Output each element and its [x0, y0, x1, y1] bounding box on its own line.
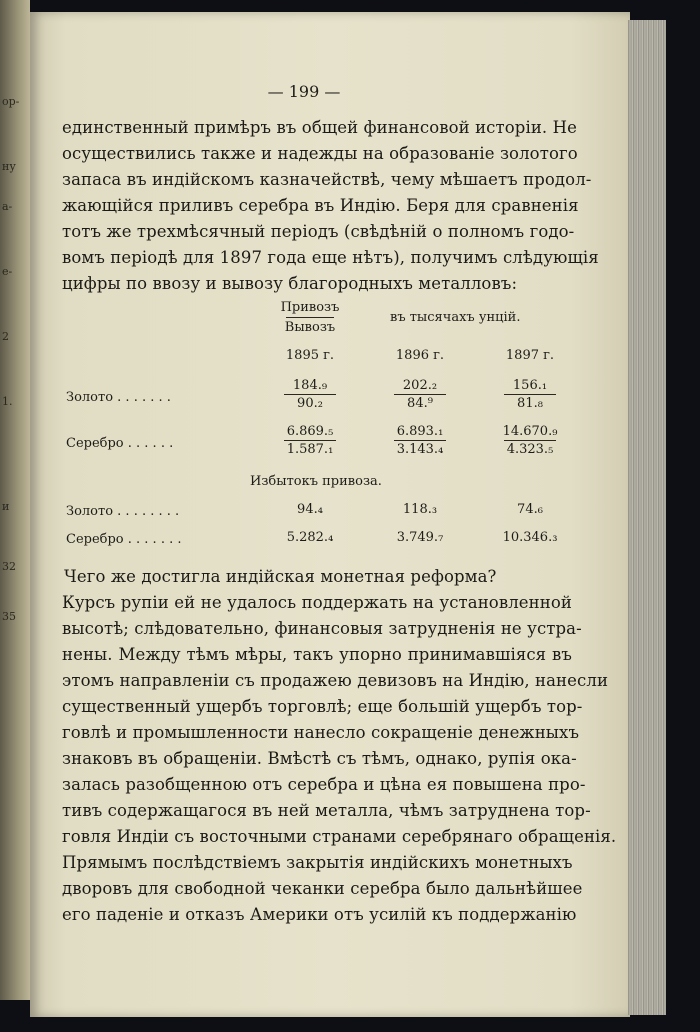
left-page-fragment: е-: [2, 265, 13, 278]
export-value: 1.587.₁: [286, 442, 334, 457]
text-line: говлѣ и промышленности нанесло сокращеніе денежныхъ: [62, 723, 580, 742]
gold-1895: [270, 378, 350, 411]
gold-1896: [380, 378, 460, 411]
header-rule: [286, 317, 334, 318]
export-value: 4.323.₅: [506, 442, 554, 457]
text-line: Чего же достигла индійская монетная реформа?: [64, 567, 497, 586]
text-line: тотъ же трехмѣсячный періодъ (свѣдѣній о полномъ годо-: [62, 222, 575, 241]
row-label-silver: Серебро . . . . . .: [66, 436, 174, 451]
text-line: тивъ содержащагося въ ней металла, чѣмъ затруднена тор-: [62, 801, 591, 820]
left-page-fragment: 1.: [2, 395, 13, 408]
import-value: 6.893.₁: [396, 424, 444, 439]
silver-1896: [380, 424, 460, 457]
import-value: 14.670.₉: [502, 424, 558, 439]
text-line: осуществились также и надежды на образованіе золотого: [62, 144, 578, 163]
left-page-fragment: а-: [2, 200, 13, 213]
surplus-title: Избытокъ привоза.: [250, 474, 382, 489]
gold-1897: [490, 378, 570, 411]
left-page-fragment: и: [2, 500, 10, 513]
import-value: 6.869.₅: [286, 424, 334, 439]
silver-1895: [270, 424, 350, 457]
text-line: его паденіе и отказъ Америки отъ усилій къ поддержанію: [62, 905, 577, 924]
left-page-fragment: 2: [2, 330, 9, 343]
text-line: залась разобщенною отъ серебра и цѣна ея повышена про-: [62, 775, 586, 794]
units-label: въ тысячахъ унцій.: [390, 310, 521, 325]
export-value: 81.₈: [517, 396, 543, 411]
text-line: нены. Между тѣмъ мѣры, такъ упорно принимавшіяся въ: [62, 645, 572, 664]
header-import: Привозъ: [280, 300, 340, 315]
text-line: жающійся приливъ серебра въ Индію. Беря для сравненія: [62, 196, 579, 215]
text-line: этомъ направленіи съ продажею девизовъ на Индію, нанесли: [62, 671, 609, 690]
text-line: дворовъ для свободной чеканки серебра было дальнѣйшее: [62, 879, 583, 898]
adjacent-left-page: [0, 0, 30, 1000]
surplus-value: 94.₄: [297, 502, 323, 517]
surplus-value: 10.346.₃: [502, 530, 558, 545]
text-line: единственный примѣръ въ общей финансовой исторіи. Не: [62, 118, 577, 137]
text-line: цифры по ввозу и вывозу благородныхъ металловъ:: [62, 274, 518, 293]
text-line: существенный ущербъ торговлѣ; еще большій ущербъ тор-: [62, 697, 583, 716]
fraction-bar: [504, 440, 556, 441]
left-page-fragment: ну: [2, 160, 16, 173]
fraction-bar: [284, 440, 336, 441]
surplus-value: 3.749.₇: [396, 530, 444, 545]
import-value: 184.₉: [292, 378, 328, 393]
silver-1897: [490, 424, 570, 457]
year-header: 1895 г.: [285, 348, 335, 363]
text-line: Курсъ рупіи ей не удалось поддержать на установленной: [62, 593, 572, 612]
text-line: вомъ періодѣ для 1897 года еще нѣтъ), получимъ слѣдующія: [62, 248, 599, 267]
text-line: говля Индіи съ восточными странами серебрянаго обращенія.: [62, 827, 617, 846]
left-page-fragment: 32: [2, 560, 16, 573]
page-number: — 199 —: [267, 82, 341, 101]
left-page-fragment: ор-: [2, 95, 20, 108]
year-header: 1896 г.: [395, 348, 445, 363]
export-value: 90.₂: [297, 396, 323, 411]
export-value: 84.⁹: [407, 396, 433, 411]
surplus-value: 74.₆: [517, 502, 543, 517]
text-line: Прямымъ послѣдствіемъ закрытія индійскихъ монетныхъ: [62, 853, 573, 872]
text-line: запаса въ индійскомъ казначействѣ, чему мѣшаетъ продол-: [62, 170, 592, 189]
text-line: высотѣ; слѣдовательно, финансовыя затрудненія не устра-: [62, 619, 582, 638]
surplus-value: 5.282.₄: [286, 530, 334, 545]
surplus-value: 118.₃: [402, 502, 438, 517]
fraction-bar: [394, 440, 446, 441]
fraction-bar: [394, 394, 446, 395]
export-value: 3.143.₄: [396, 442, 444, 457]
header-export: Вывозъ: [284, 320, 336, 335]
left-page-fragment: 35: [2, 610, 16, 623]
import-value: 202.₂: [402, 378, 438, 393]
page-edges: [628, 20, 666, 1015]
import-value: 156.₁: [512, 378, 548, 393]
year-header: 1897 г.: [505, 348, 555, 363]
text-line: знаковъ въ обращеніи. Вмѣстѣ съ тѣмъ, однако, рупія ока-: [62, 749, 577, 768]
surplus-label-gold: Золото . . . . . . . .: [66, 504, 180, 519]
row-label-gold: Золото . . . . . . .: [66, 390, 171, 405]
fraction-bar: [504, 394, 556, 395]
fraction-bar: [284, 394, 336, 395]
surplus-label-silver: Серебро . . . . . . .: [66, 532, 182, 547]
